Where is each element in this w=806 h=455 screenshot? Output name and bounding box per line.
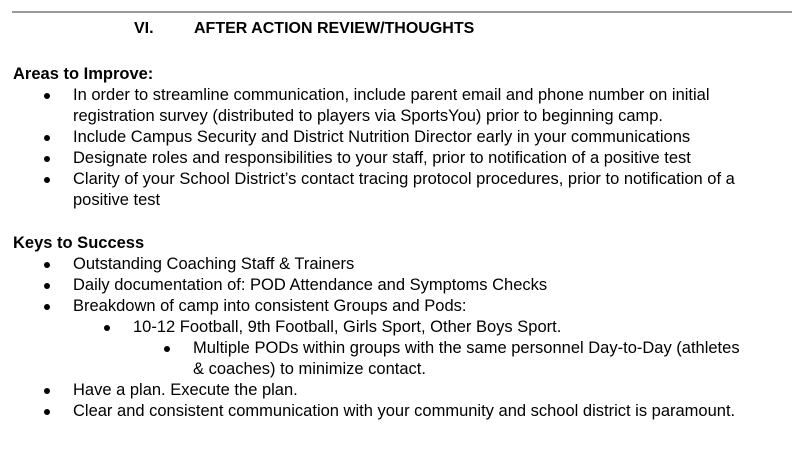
list-item (13, 275, 803, 296)
bullet-icon (44, 409, 50, 415)
bullet-icon (44, 283, 50, 289)
nested-list-item-text: Multiple PODs within groups with the same personnel Day-to-Day (athletes & coaches) to minimize contact. (193, 339, 740, 378)
list-item-text: Breakdown of camp into consistent Groups and Pods: (73, 297, 467, 315)
top-divider (12, 11, 792, 13)
nested-list-item-text: 10-12 Football, 9th Football, Girls Sport, Other Boys Sport. (133, 318, 562, 336)
section-number: VI. (134, 20, 154, 37)
list-item (13, 296, 803, 317)
list-item (13, 254, 803, 275)
list-item (13, 148, 803, 169)
bullet-icon (44, 388, 50, 394)
areas-to-improve-list (13, 85, 803, 211)
document-body (13, 64, 803, 422)
bullet-icon (44, 93, 50, 99)
areas-to-improve-heading: Areas to Improve: (13, 65, 154, 83)
list-item-text: Have a plan. Execute the plan. (73, 381, 298, 399)
bullet-icon (44, 156, 50, 162)
list-item-text: Daily documentation of: POD Attendance and Symptoms Checks (73, 276, 548, 294)
keys-to-success-list (13, 254, 803, 422)
keys-to-success-heading: Keys to Success (13, 234, 145, 252)
bullet-icon (44, 135, 50, 141)
list-item-text: Designate roles and responsibilities to your staff, prior to notification of a positive test (73, 149, 691, 167)
list-item-text: In order to streamline communication, include parent email and phone number on initial registration survey (distributed to players via SportsYou) prior to beginning camp. (73, 86, 710, 125)
areas-to-improve-group (13, 64, 803, 211)
section-title: AFTER ACTION REVIEW/THOUGHTS (194, 20, 475, 37)
list-item (13, 85, 803, 127)
list-item (13, 127, 803, 148)
list-item (13, 380, 803, 401)
bullet-icon (44, 177, 50, 183)
nested-list-item (13, 317, 803, 338)
bullet-icon (104, 325, 110, 331)
keys-to-success-group (13, 233, 803, 422)
list-item-text: Outstanding Coaching Staff & Trainers (73, 255, 355, 273)
bullet-icon (44, 262, 50, 268)
nested-list-item (13, 338, 803, 380)
bullet-icon (164, 346, 170, 352)
list-item-text: Include Campus Security and District Nutrition Director early in your communications (73, 128, 691, 146)
list-item (13, 169, 803, 211)
bullet-icon (44, 304, 50, 310)
list-item-text: Clarity of your School District’s contact tracing protocol procedures, prior to notification of a positive test (73, 170, 735, 209)
list-item (13, 401, 803, 422)
list-item-text: Clear and consistent communication with your community and school district is paramount. (73, 402, 736, 420)
